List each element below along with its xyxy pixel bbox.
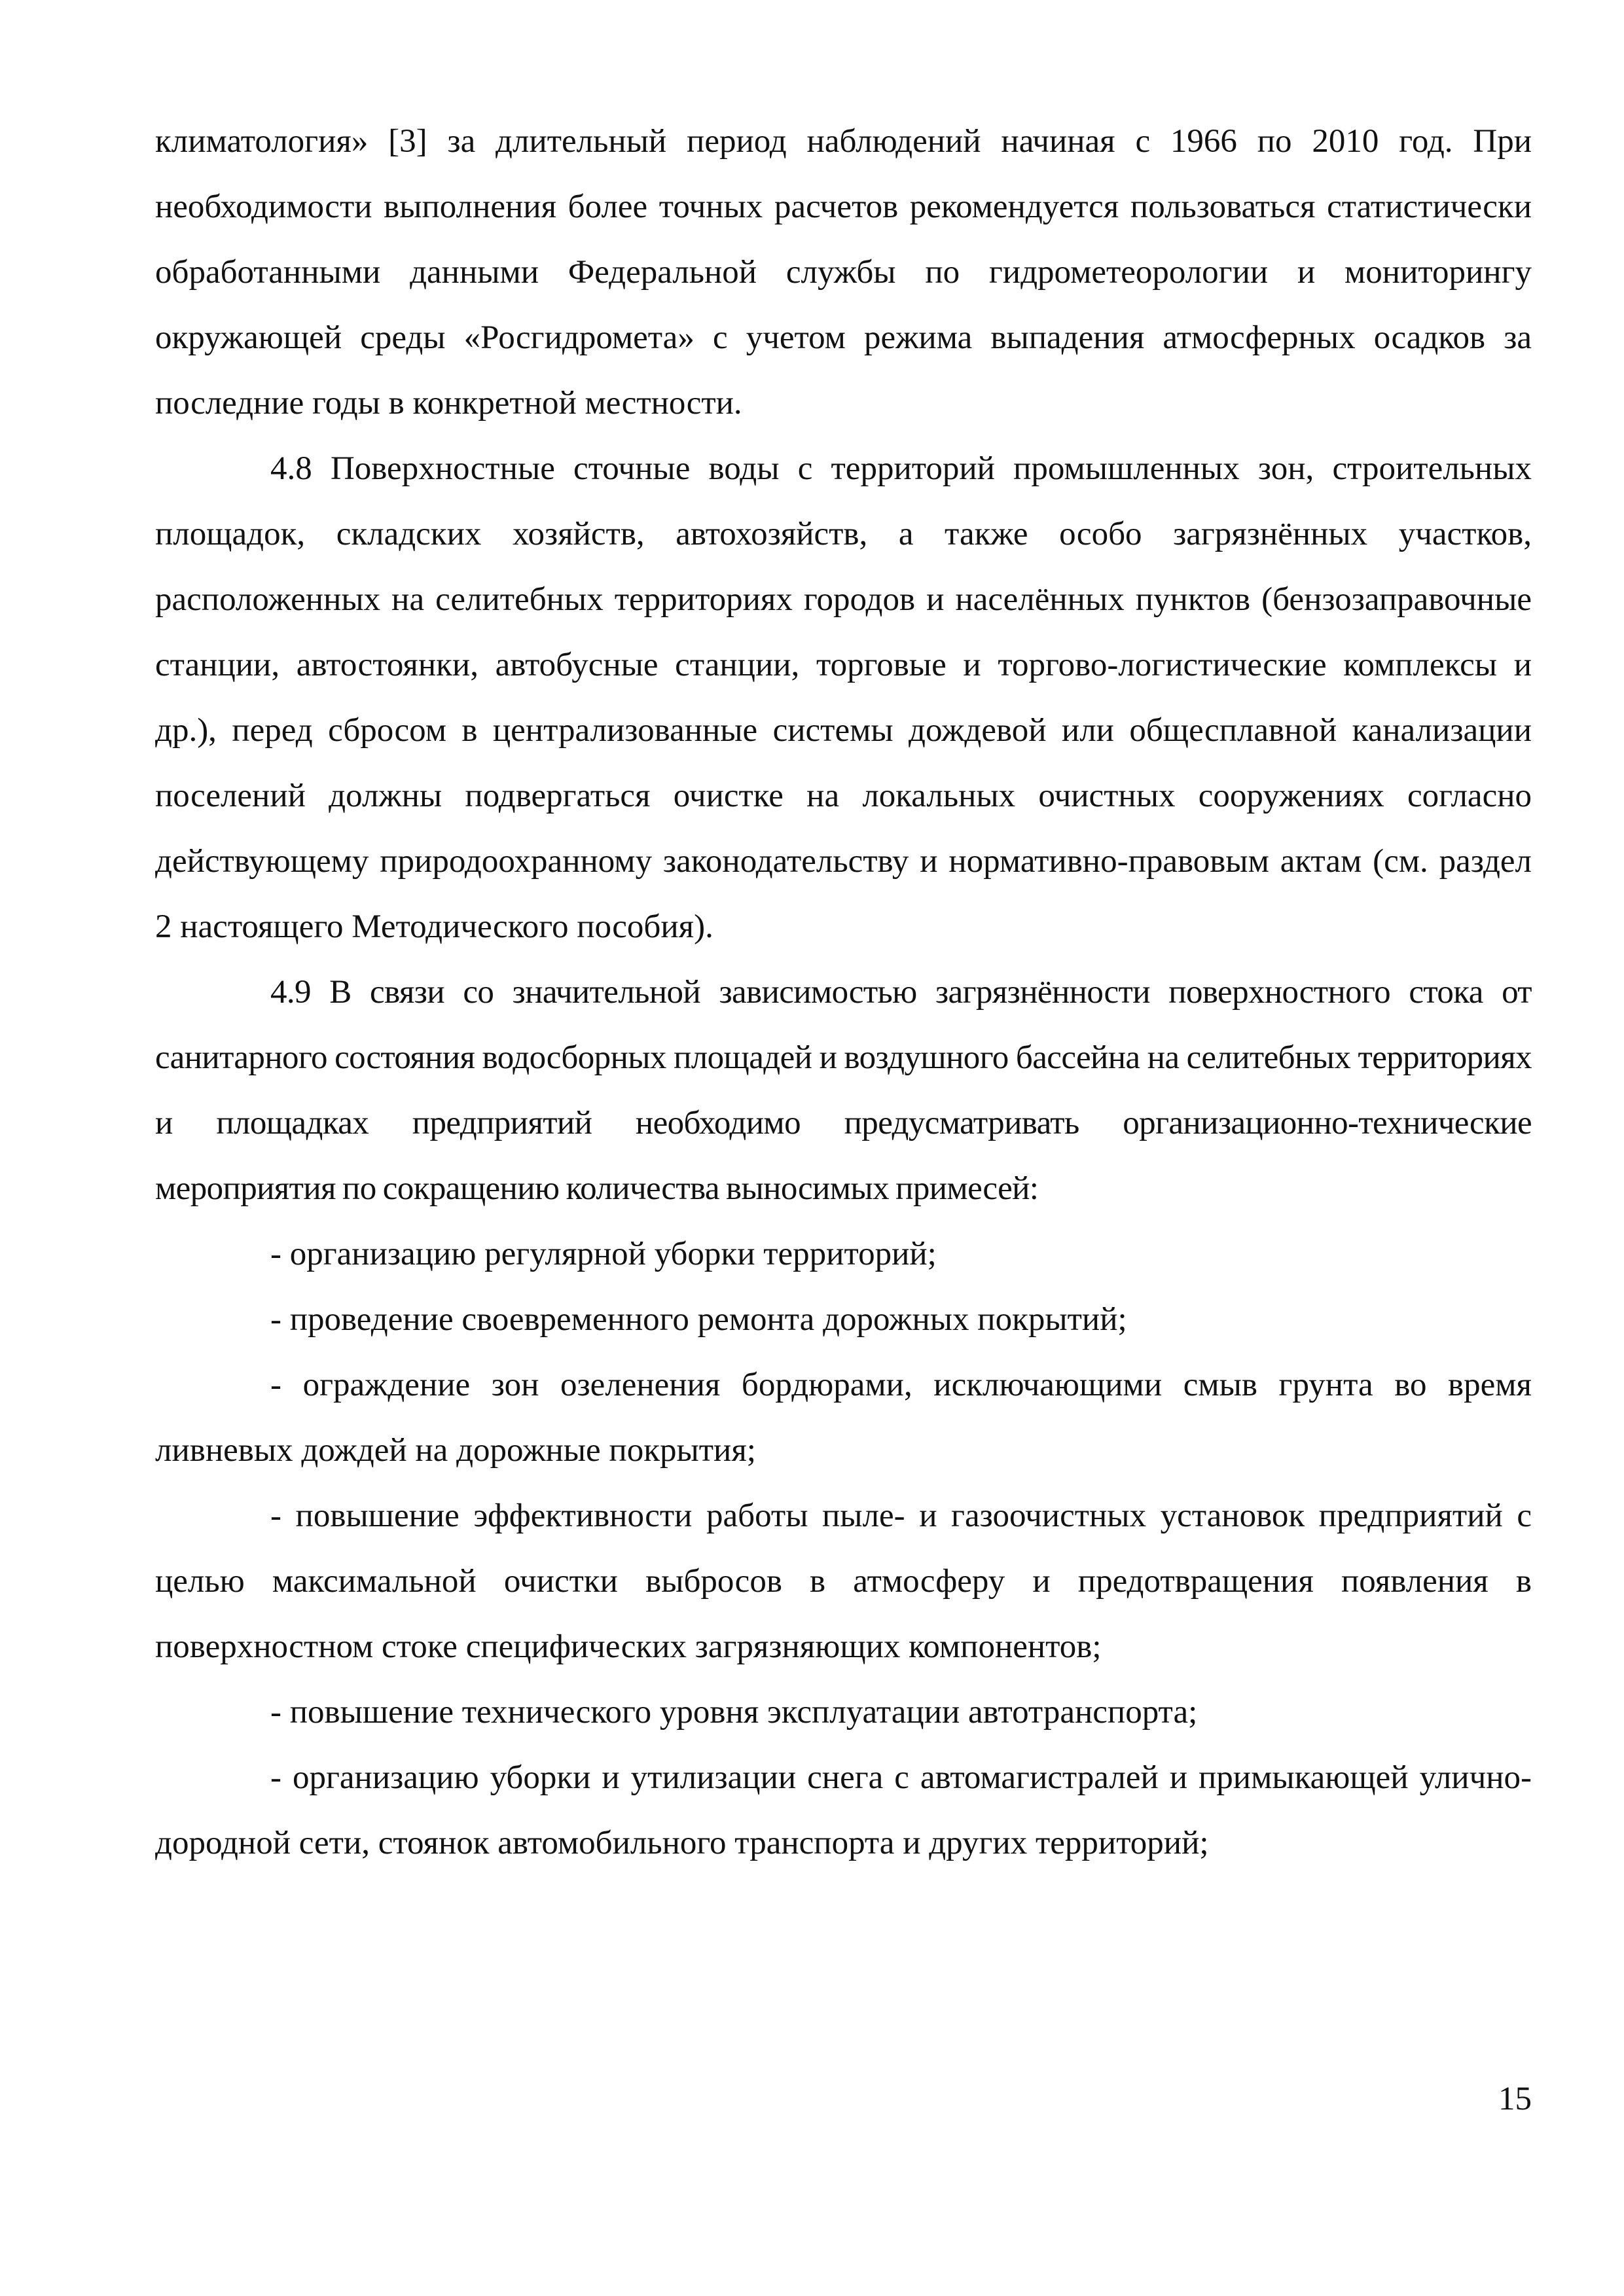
continuation-paragraph: климатология» [3] за длительный период наблюдений начиная с 1966 по 2010 год. При необходимости выполнения более точных расчетов рекомендуется пользоваться статистически обработанными данными Федеральной службы по гидрометеорологии и мониторингу окружающей среды «Росгидромета» с учетом режима выпадения атмосферных осадков за последние годы в конкретной местности. [155,123,1532,422]
page-number: 15 [1498,2081,1532,2117]
body-text [155,109,1532,1876]
list-item: - организацию уборки и утилизации снега с автомагистралей и примыкающей улично-дородной сети, стоянок автомобильного транспорта и других территорий; [155,1759,1532,1861]
section-4-9-paragraph: 4.9 В связи со значительной зависимостью загрязнённости поверхностного стока от санитарного состояния водосборных площадей и воздушного бассейна на селитебных территориях и площадках предприятий необходимо предусматривать организационно-технические мероприятия по сокращению количества выносимых примесей: [155,974,1532,1207]
section-4-8-paragraph: 4.8 Поверхностные сточные воды с территорий промышленных зон, строительных площадок, складских хозяйств, автохозяйств, а также особо загрязнённых участков, расположенных на селитебных территориях городов и населённых пунктов (бензозаправочные станции, автостоянки, автобусные станции, торговые и торгово-логистические комплексы и др.), перед сбросом в централизованные системы дождевой или общесплавной канализации поселений должны подвергаться очистке на локальных очистных сооружениях согласно действующему природоохранному законодательству и нормативно-правовым актам (см. раздел 2 настоящего Методического пособия). [155,450,1532,945]
list-item: - повышение эффективности работы пыле- и газоочистных установок предприятий с целью максимальной очистки выбросов в атмосферу и предотвращения появления в поверхностном стоке специфических загрязняющих компонентов; [155,1498,1532,1665]
list-item: - организацию регулярной уборки территорий; [270,1236,937,1272]
list-item: - повышение технического уровня эксплуатации автотранспорта; [270,1694,1198,1731]
list-item: - ограждение зон озеленения бордюрами, исключающими смыв грунта во время ливневых дождей на дорожные покрытия; [155,1367,1532,1469]
measures-list [155,1221,1532,1876]
list-item: - проведение своевременного ремонта дорожных покрытий; [270,1301,1127,1338]
